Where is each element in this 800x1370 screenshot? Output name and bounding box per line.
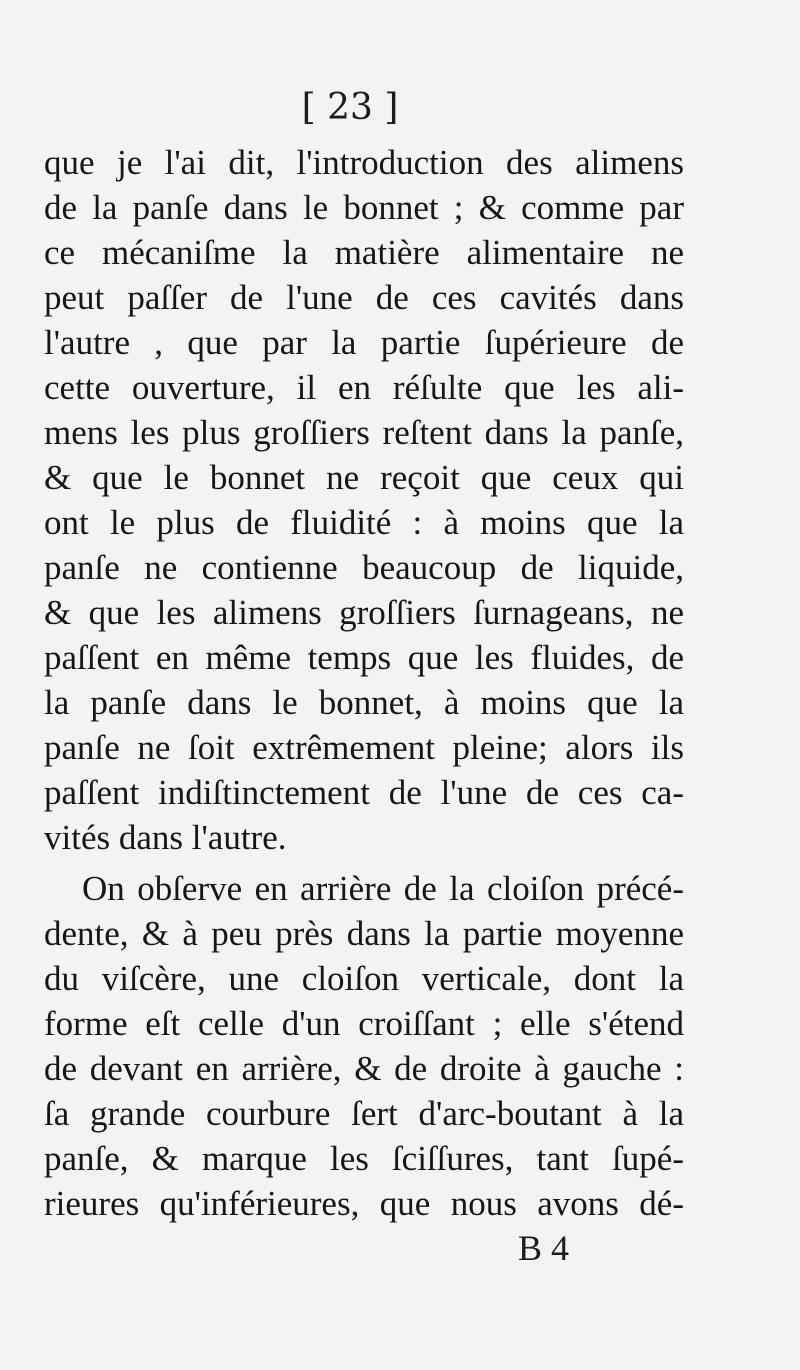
text-line: rieures qu'inférieures, que nous avons dé- (44, 1184, 684, 1223)
text-line: ont le plus de fluidité : à moins que la (44, 503, 684, 542)
text-line: de devant en arrière, & de droite à gauche : (44, 1049, 684, 1088)
paragraph (44, 140, 684, 860)
text-line: forme eſt celle d'un croiſſant ; elle s'étend (44, 1004, 684, 1043)
text-line: panſe ne ſoit extrêmement pleine; alors ils (44, 728, 684, 767)
signature-mark: B 4 (518, 1228, 570, 1268)
text-line: ce mécaniſme la matière alimentaire ne (44, 233, 684, 272)
text-line: cette ouverture, il en réſulte que les ali- (44, 368, 684, 407)
paragraph (44, 866, 684, 1226)
text-line: panſe, & marque les ſciſſures, tant ſupé- (44, 1139, 684, 1178)
text-line: panſe ne contienne beaucoup de liquide, (44, 548, 684, 587)
text-line: que je l'ai dit, l'introduction des alimens (44, 143, 684, 182)
text-line: & que le bonnet ne reçoit que ceux qui (44, 458, 684, 497)
text-line: la panſe dans le bonnet, à moins que la (44, 683, 684, 722)
text-line: On obſerve en arrière de la cloiſon précé- (82, 869, 684, 908)
text-line: paſſent en même temps que les fluides, de (44, 638, 684, 677)
body-text (44, 140, 684, 1226)
text-line: & que les alimens groſſiers ſurnageans, ne (44, 593, 684, 632)
text-line: mens les plus groſſiers reſtent dans la panſe, (44, 413, 684, 452)
text-line: ſa grande courbure ſert d'arc-boutant à la (44, 1094, 684, 1133)
text-line: l'autre , que par la partie ſupérieure de (44, 323, 684, 362)
text-line: dente, & à peu près dans la partie moyenne (44, 914, 684, 953)
text-line: vités dans l'autre. (44, 818, 287, 857)
text-line: peut paſſer de l'une de ces cavités dans (44, 278, 684, 317)
page-number: [ 23 ] (301, 87, 399, 128)
text-line: paſſent indiſtinctement de l'une de ces ca- (44, 773, 684, 812)
text-line: de la panſe dans le bonnet ; & comme par (44, 188, 684, 227)
text-line: du viſcère, une cloiſon verticale, dont la (44, 959, 684, 998)
